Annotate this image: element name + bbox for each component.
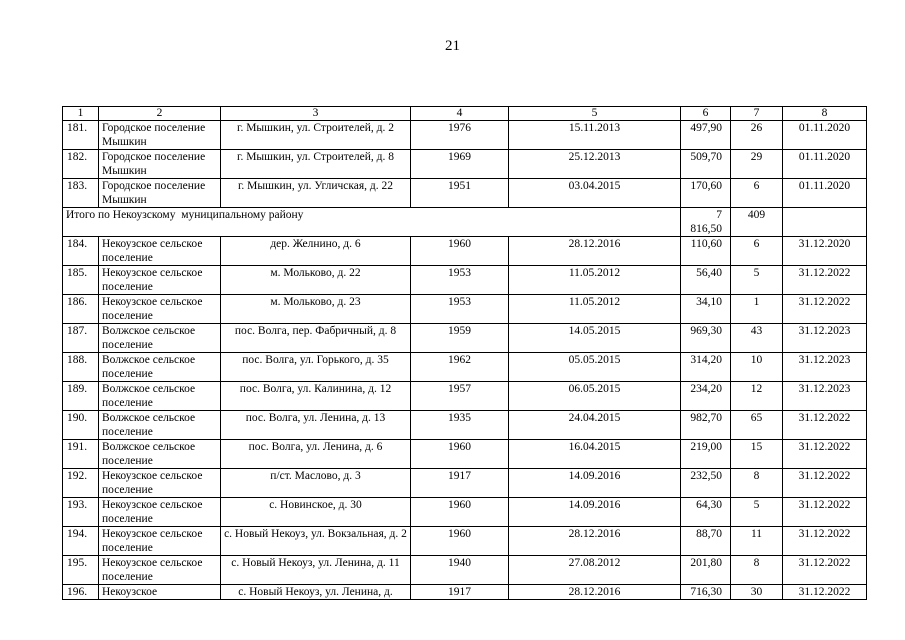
table-row [63, 585, 867, 600]
col-date-cell: 27.08.2012 [509, 556, 681, 585]
col-address-cell: с. Новый Некоуз, ул. Ленина, д. [221, 585, 411, 600]
col-year-cell: 1953 [411, 295, 509, 324]
total-area: 7 816,50 [681, 208, 731, 237]
col-municipality-cell: Городское поселение Мышкин [99, 179, 221, 208]
total-residents: 409 [731, 208, 783, 237]
col-deadline-cell: 31.12.2022 [783, 440, 867, 469]
col-index-cell: 193. [63, 498, 99, 527]
col-index-cell: 191. [63, 440, 99, 469]
col-year-cell: 1960 [411, 237, 509, 266]
col-address-cell: м. Мольково, д. 22 [221, 266, 411, 295]
table-row [63, 469, 867, 498]
col-deadline-cell: 31.12.2023 [783, 324, 867, 353]
col-municipality-cell: Волжское сельское поселение [99, 411, 221, 440]
col-address-cell: г. Мышкин, ул. Строителей, д. 8 [221, 150, 411, 179]
col-index-cell: 196. [63, 585, 99, 600]
col-area-cell: 969,30 [681, 324, 731, 353]
col-deadline-cell: 31.12.2022 [783, 266, 867, 295]
col-year-cell: 1959 [411, 324, 509, 353]
header-cell-5: 5 [509, 107, 681, 121]
col-year-cell: 1969 [411, 150, 509, 179]
col-area-cell: 314,20 [681, 353, 731, 382]
col-municipality-cell: Некоузское сельское поселение [99, 556, 221, 585]
col-area-cell: 110,60 [681, 237, 731, 266]
table-row [63, 295, 867, 324]
col-deadline-cell: 31.12.2020 [783, 237, 867, 266]
col-residents-cell: 12 [731, 382, 783, 411]
col-address-cell: г. Мышкин, ул. Угличская, д. 22 [221, 179, 411, 208]
col-deadline-cell: 31.12.2022 [783, 295, 867, 324]
col-index-cell: 192. [63, 469, 99, 498]
col-residents-cell: 26 [731, 121, 783, 150]
col-area-cell: 497,90 [681, 121, 731, 150]
col-year-cell: 1962 [411, 353, 509, 382]
col-residents-cell: 6 [731, 237, 783, 266]
total-row [63, 208, 867, 237]
col-date-cell: 14.09.2016 [509, 498, 681, 527]
col-residents-cell: 5 [731, 266, 783, 295]
col-index-cell: 189. [63, 382, 99, 411]
col-address-cell: с. Новинское, д. 30 [221, 498, 411, 527]
col-index-cell: 187. [63, 324, 99, 353]
col-area-cell: 34,10 [681, 295, 731, 324]
col-year-cell: 1960 [411, 440, 509, 469]
col-deadline-cell: 31.12.2022 [783, 469, 867, 498]
col-year-cell: 1976 [411, 121, 509, 150]
col-deadline-cell: 01.11.2020 [783, 179, 867, 208]
col-area-cell: 88,70 [681, 527, 731, 556]
table-row [63, 237, 867, 266]
col-year-cell: 1953 [411, 266, 509, 295]
col-residents-cell: 1 [731, 295, 783, 324]
table-row [63, 353, 867, 382]
col-year-cell: 1951 [411, 179, 509, 208]
table-row [63, 266, 867, 295]
col-address-cell: дер. Желнино, д. 6 [221, 237, 411, 266]
col-residents-cell: 65 [731, 411, 783, 440]
col-municipality-cell: Некоузское [99, 585, 221, 600]
col-area-cell: 170,60 [681, 179, 731, 208]
col-municipality-cell: Волжское сельское поселение [99, 382, 221, 411]
col-index-cell: 185. [63, 266, 99, 295]
col-date-cell: 11.05.2012 [509, 295, 681, 324]
col-municipality-cell: Некоузское сельское поселение [99, 527, 221, 556]
col-municipality-cell: Волжское сельское поселение [99, 353, 221, 382]
col-area-cell: 234,20 [681, 382, 731, 411]
col-index-cell: 183. [63, 179, 99, 208]
col-municipality-cell: Волжское сельское поселение [99, 440, 221, 469]
col-date-cell: 25.12.2013 [509, 150, 681, 179]
col-deadline-cell: 31.12.2022 [783, 411, 867, 440]
col-municipality-cell: Некоузское сельское поселение [99, 295, 221, 324]
col-residents-cell: 43 [731, 324, 783, 353]
col-municipality-cell: Городское поселение Мышкин [99, 150, 221, 179]
col-index-cell: 181. [63, 121, 99, 150]
header-cell-7: 7 [731, 107, 783, 121]
col-address-cell: г. Мышкин, ул. Строителей, д. 2 [221, 121, 411, 150]
header-cell-2: 2 [99, 107, 221, 121]
table-row [63, 179, 867, 208]
col-residents-cell: 8 [731, 469, 783, 498]
col-year-cell: 1940 [411, 556, 509, 585]
col-area-cell: 64,30 [681, 498, 731, 527]
col-municipality-cell: Городское поселение Мышкин [99, 121, 221, 150]
table-row [63, 150, 867, 179]
header-cell-1: 1 [63, 107, 99, 121]
col-date-cell: 03.04.2015 [509, 179, 681, 208]
col-date-cell: 05.05.2015 [509, 353, 681, 382]
col-year-cell: 1960 [411, 498, 509, 527]
col-area-cell: 982,70 [681, 411, 731, 440]
col-date-cell: 24.04.2015 [509, 411, 681, 440]
col-residents-cell: 8 [731, 556, 783, 585]
col-deadline-cell: 31.12.2022 [783, 527, 867, 556]
page-number: 21 [445, 38, 460, 54]
col-area-cell: 56,40 [681, 266, 731, 295]
col-deadline-cell: 01.11.2020 [783, 121, 867, 150]
col-deadline-cell: 31.12.2022 [783, 585, 867, 600]
col-date-cell: 28.12.2016 [509, 527, 681, 556]
col-index-cell: 188. [63, 353, 99, 382]
col-municipality-cell: Некоузское сельское поселение [99, 498, 221, 527]
col-deadline-cell: 31.12.2023 [783, 382, 867, 411]
col-deadline-cell: 31.12.2023 [783, 353, 867, 382]
table-row [63, 527, 867, 556]
col-address-cell: пос. Волга, ул. Горького, д. 35 [221, 353, 411, 382]
col-year-cell: 1917 [411, 469, 509, 498]
col-year-cell: 1957 [411, 382, 509, 411]
header-cell-3: 3 [221, 107, 411, 121]
col-address-cell: с. Новый Некоуз, ул. Вокзальная, д. 2 [221, 527, 411, 556]
col-index-cell: 194. [63, 527, 99, 556]
col-index-cell: 190. [63, 411, 99, 440]
col-deadline-cell: 31.12.2022 [783, 498, 867, 527]
col-residents-cell: 11 [731, 527, 783, 556]
col-area-cell: 219,00 [681, 440, 731, 469]
col-residents-cell: 29 [731, 150, 783, 179]
col-address-cell: пос. Волга, ул. Ленина, д. 6 [221, 440, 411, 469]
total-label: Итого по Некоузскому муниципальному району [63, 208, 681, 237]
table-row [63, 556, 867, 585]
col-date-cell: 14.09.2016 [509, 469, 681, 498]
col-municipality-cell: Некоузское сельское поселение [99, 469, 221, 498]
table-row [63, 498, 867, 527]
col-area-cell: 716,30 [681, 585, 731, 600]
col-municipality-cell: Некоузское сельское поселение [99, 266, 221, 295]
col-index-cell: 186. [63, 295, 99, 324]
col-area-cell: 232,50 [681, 469, 731, 498]
col-index-cell: 195. [63, 556, 99, 585]
column-number-header-row [63, 107, 867, 121]
col-date-cell: 15.11.2013 [509, 121, 681, 150]
col-address-cell: с. Новый Некоуз, ул. Ленина, д. 11 [221, 556, 411, 585]
col-residents-cell: 15 [731, 440, 783, 469]
col-area-cell: 509,70 [681, 150, 731, 179]
col-residents-cell: 5 [731, 498, 783, 527]
col-deadline-cell: 31.12.2022 [783, 556, 867, 585]
col-date-cell: 06.05.2015 [509, 382, 681, 411]
col-area-cell: 201,80 [681, 556, 731, 585]
col-year-cell: 1960 [411, 527, 509, 556]
header-cell-6: 6 [681, 107, 731, 121]
col-municipality-cell: Волжское сельское поселение [99, 324, 221, 353]
table-row [63, 324, 867, 353]
housing-register-table [62, 106, 867, 600]
col-index-cell: 182. [63, 150, 99, 179]
table-row [63, 440, 867, 469]
col-date-cell: 28.12.2016 [509, 585, 681, 600]
col-date-cell: 16.04.2015 [509, 440, 681, 469]
col-address-cell: пос. Волга, ул. Ленина, д. 13 [221, 411, 411, 440]
col-deadline-cell: 01.11.2020 [783, 150, 867, 179]
header-cell-8: 8 [783, 107, 867, 121]
col-date-cell: 14.05.2015 [509, 324, 681, 353]
col-address-cell: п/ст. Маслово, д. 3 [221, 469, 411, 498]
table-row [63, 382, 867, 411]
col-year-cell: 1917 [411, 585, 509, 600]
col-address-cell: пос. Волга, пер. Фабричный, д. 8 [221, 324, 411, 353]
col-date-cell: 28.12.2016 [509, 237, 681, 266]
col-index-cell: 184. [63, 237, 99, 266]
header-cell-4: 4 [411, 107, 509, 121]
col-municipality-cell: Некоузское сельское поселение [99, 237, 221, 266]
col-address-cell: пос. Волга, ул. Калинина, д. 12 [221, 382, 411, 411]
col-residents-cell: 10 [731, 353, 783, 382]
table-row [63, 121, 867, 150]
table-row [63, 411, 867, 440]
col-address-cell: м. Мольково, д. 23 [221, 295, 411, 324]
col-residents-cell: 6 [731, 179, 783, 208]
col-date-cell: 11.05.2012 [509, 266, 681, 295]
col-residents-cell: 30 [731, 585, 783, 600]
total-empty-cell [783, 208, 867, 237]
col-year-cell: 1935 [411, 411, 509, 440]
